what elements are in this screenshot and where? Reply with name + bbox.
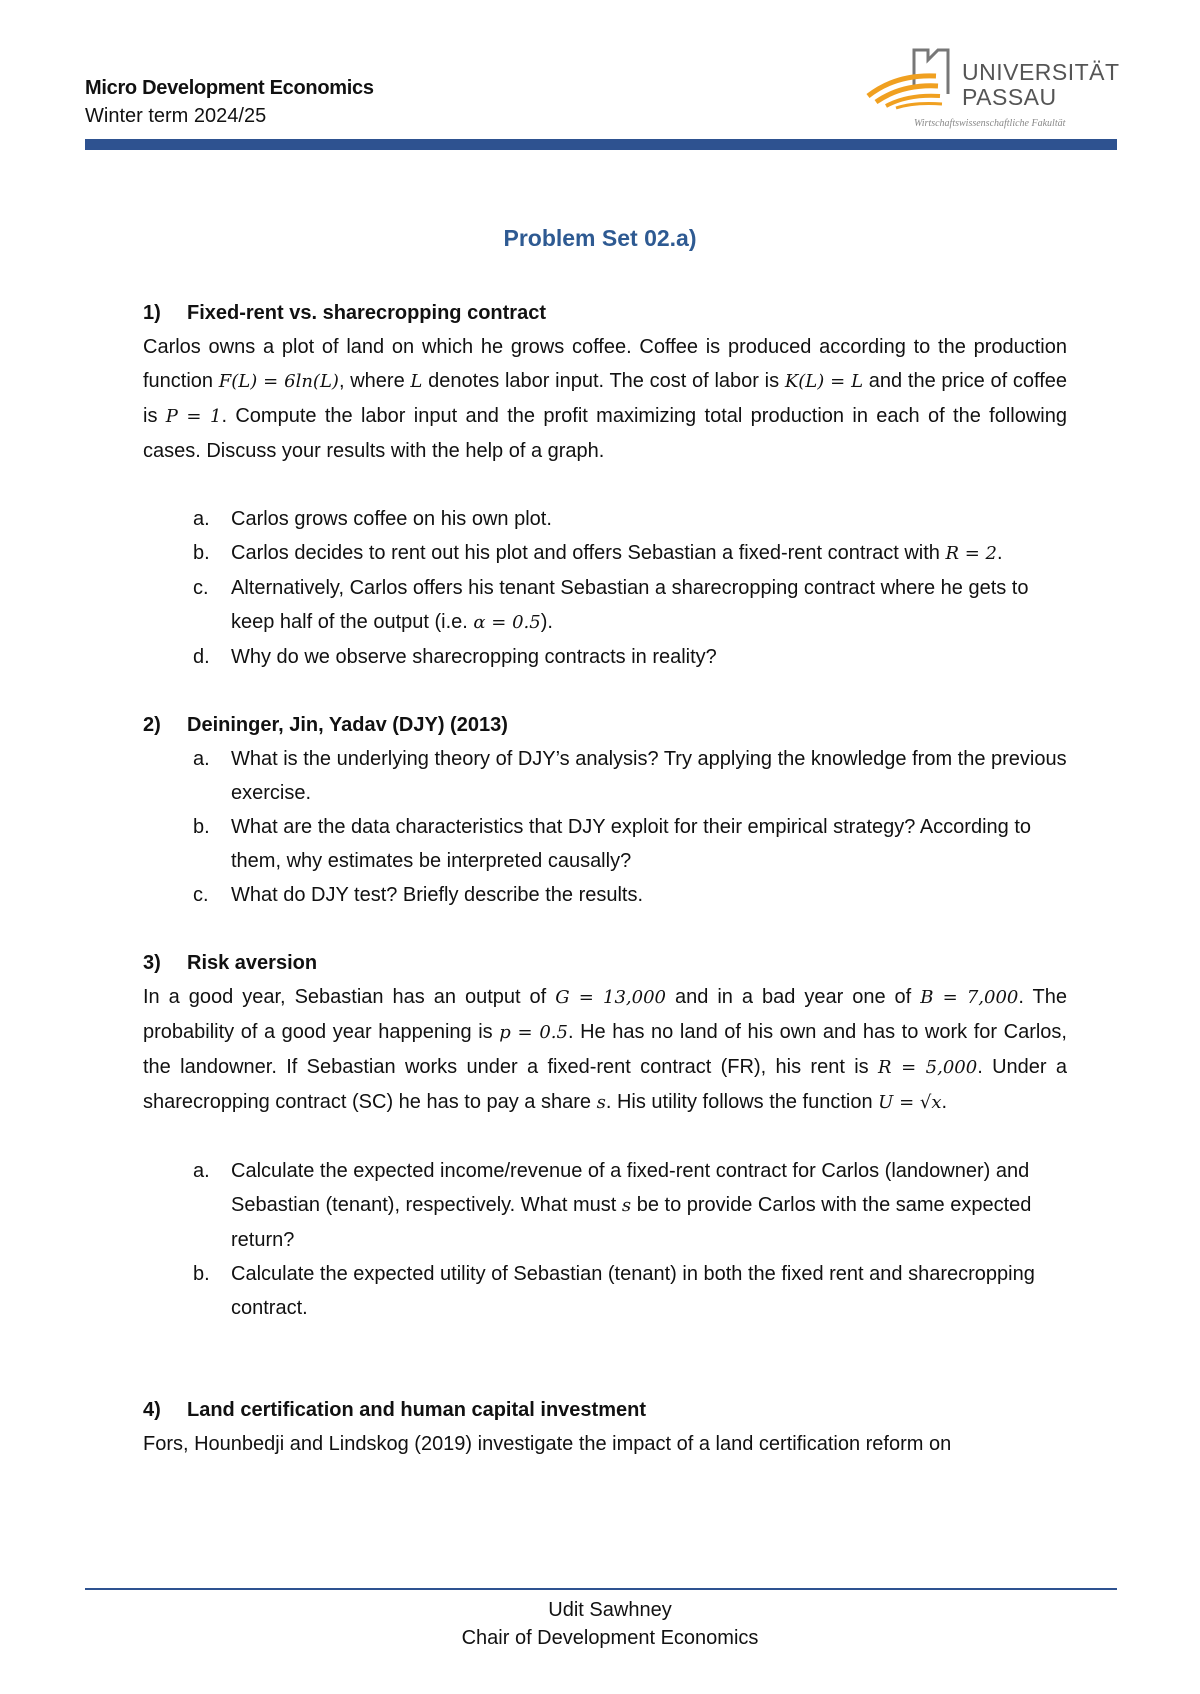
problem-set-title: Problem Set 02.a) <box>503 225 697 251</box>
list-item: c. Alternatively, Carlos offers his tenant Sebastian a sharecropping contract where he gets to keep half of the output (i.e. α = 0.5). <box>193 577 1029 633</box>
section-3-heading <box>143 946 1067 980</box>
list-item: a. Carlos grows coffee on his own plot. <box>193 508 552 530</box>
section-4-heading <box>143 1393 1067 1427</box>
logo-wordmark <box>962 60 1120 110</box>
list-item: a. What is the underlying theory of DJY’s analysis? Try applying the knowledge from the previous exercise. <box>193 748 1067 804</box>
section-title: Fixed-rent vs. sharecropping contract <box>187 302 546 324</box>
section-3-list <box>143 1154 1067 1325</box>
section-2-list <box>143 742 1067 912</box>
term-label: Winter term 2024/25 <box>85 105 267 127</box>
section-title: Risk aversion <box>187 952 318 974</box>
logo-mark-icon <box>866 44 966 114</box>
header-rule <box>85 139 1117 150</box>
section-1-list <box>143 502 1067 674</box>
section-number: 3) <box>143 952 161 974</box>
course-title: Micro Development Economics <box>85 77 374 99</box>
document-body <box>143 296 1067 1461</box>
section-4-text: Fors, Hounbedji and Lindskog (2019) investigate the impact of a land certification reform on <box>143 1433 952 1455</box>
list-item: b. Calculate the expected utility of Sebastian (tenant) in both the fixed rent and sharecropping contract. <box>193 1263 1035 1319</box>
list-item: b. What are the data characteristics that DJY exploit for their empirical strategy? According to them, why estimates be interpreted causally? <box>193 816 1031 872</box>
logo-line-1: UNIVERSITÄT <box>962 59 1120 85</box>
logo-line-2: PASSAU <box>962 84 1057 110</box>
section-number: 2) <box>143 714 161 736</box>
section-number: 1) <box>143 302 161 324</box>
list-item: c. What do DJY test? Briefly describe the results. <box>193 884 644 906</box>
section-title: Deininger, Jin, Yadav (DJY) (2013) <box>187 714 508 736</box>
document-footer <box>0 1596 1200 1652</box>
list-item: a. Calculate the expected income/revenue of a fixed-rent contract for Carlos (landowner) and Sebastian (tenant), respectively. What must s be to provide Carlos with the same expected return? <box>193 1160 1032 1251</box>
footer-name: Udit Sawhney <box>548 1599 672 1621</box>
document-header <box>85 74 374 130</box>
footer-rule <box>85 1588 1117 1590</box>
section-3-text: In a good year, Sebastian has an output of G = 13,000 and in a bad year one of B = 7,000. The probability of a good year happening is p = 0.5. He has no land of his own and has to work for Carlos, the landowner. If Sebastian works under a fixed-rent contract (FR), his rent is R = 5,000. Under a sharecropping contract (SC) he has to pay a share s. His utility follows the function U = √x. <box>143 986 1068 1113</box>
section-title: Land certification and human capital investment <box>187 1399 646 1421</box>
section-number: 4) <box>143 1399 161 1421</box>
section-2-heading <box>143 708 1067 742</box>
section-1-text: Carlos owns a plot of land on which he grows coffee. Coffee is produced according to the production function F(L) = 6ln(L), where L denotes labor input. The cost of labor is K(L) = L and the price of coffee is P = 1. Compute the labor input and the profit maximizing total production in each of the following cases. Discuss your results with the help of a graph. <box>143 336 1068 462</box>
list-item: b. Carlos decides to rent out his plot and offers Sebastian a fixed-rent contract with R = 2. <box>193 542 1003 564</box>
logo-faculty: Wirtschaftswissenschaftliche Fakultät <box>914 118 1066 129</box>
university-logo <box>866 44 1126 134</box>
section-1-heading <box>143 296 1067 330</box>
list-item: d. Why do we observe sharecropping contracts in reality? <box>193 646 717 668</box>
footer-chair: Chair of Development Economics <box>461 1627 759 1649</box>
